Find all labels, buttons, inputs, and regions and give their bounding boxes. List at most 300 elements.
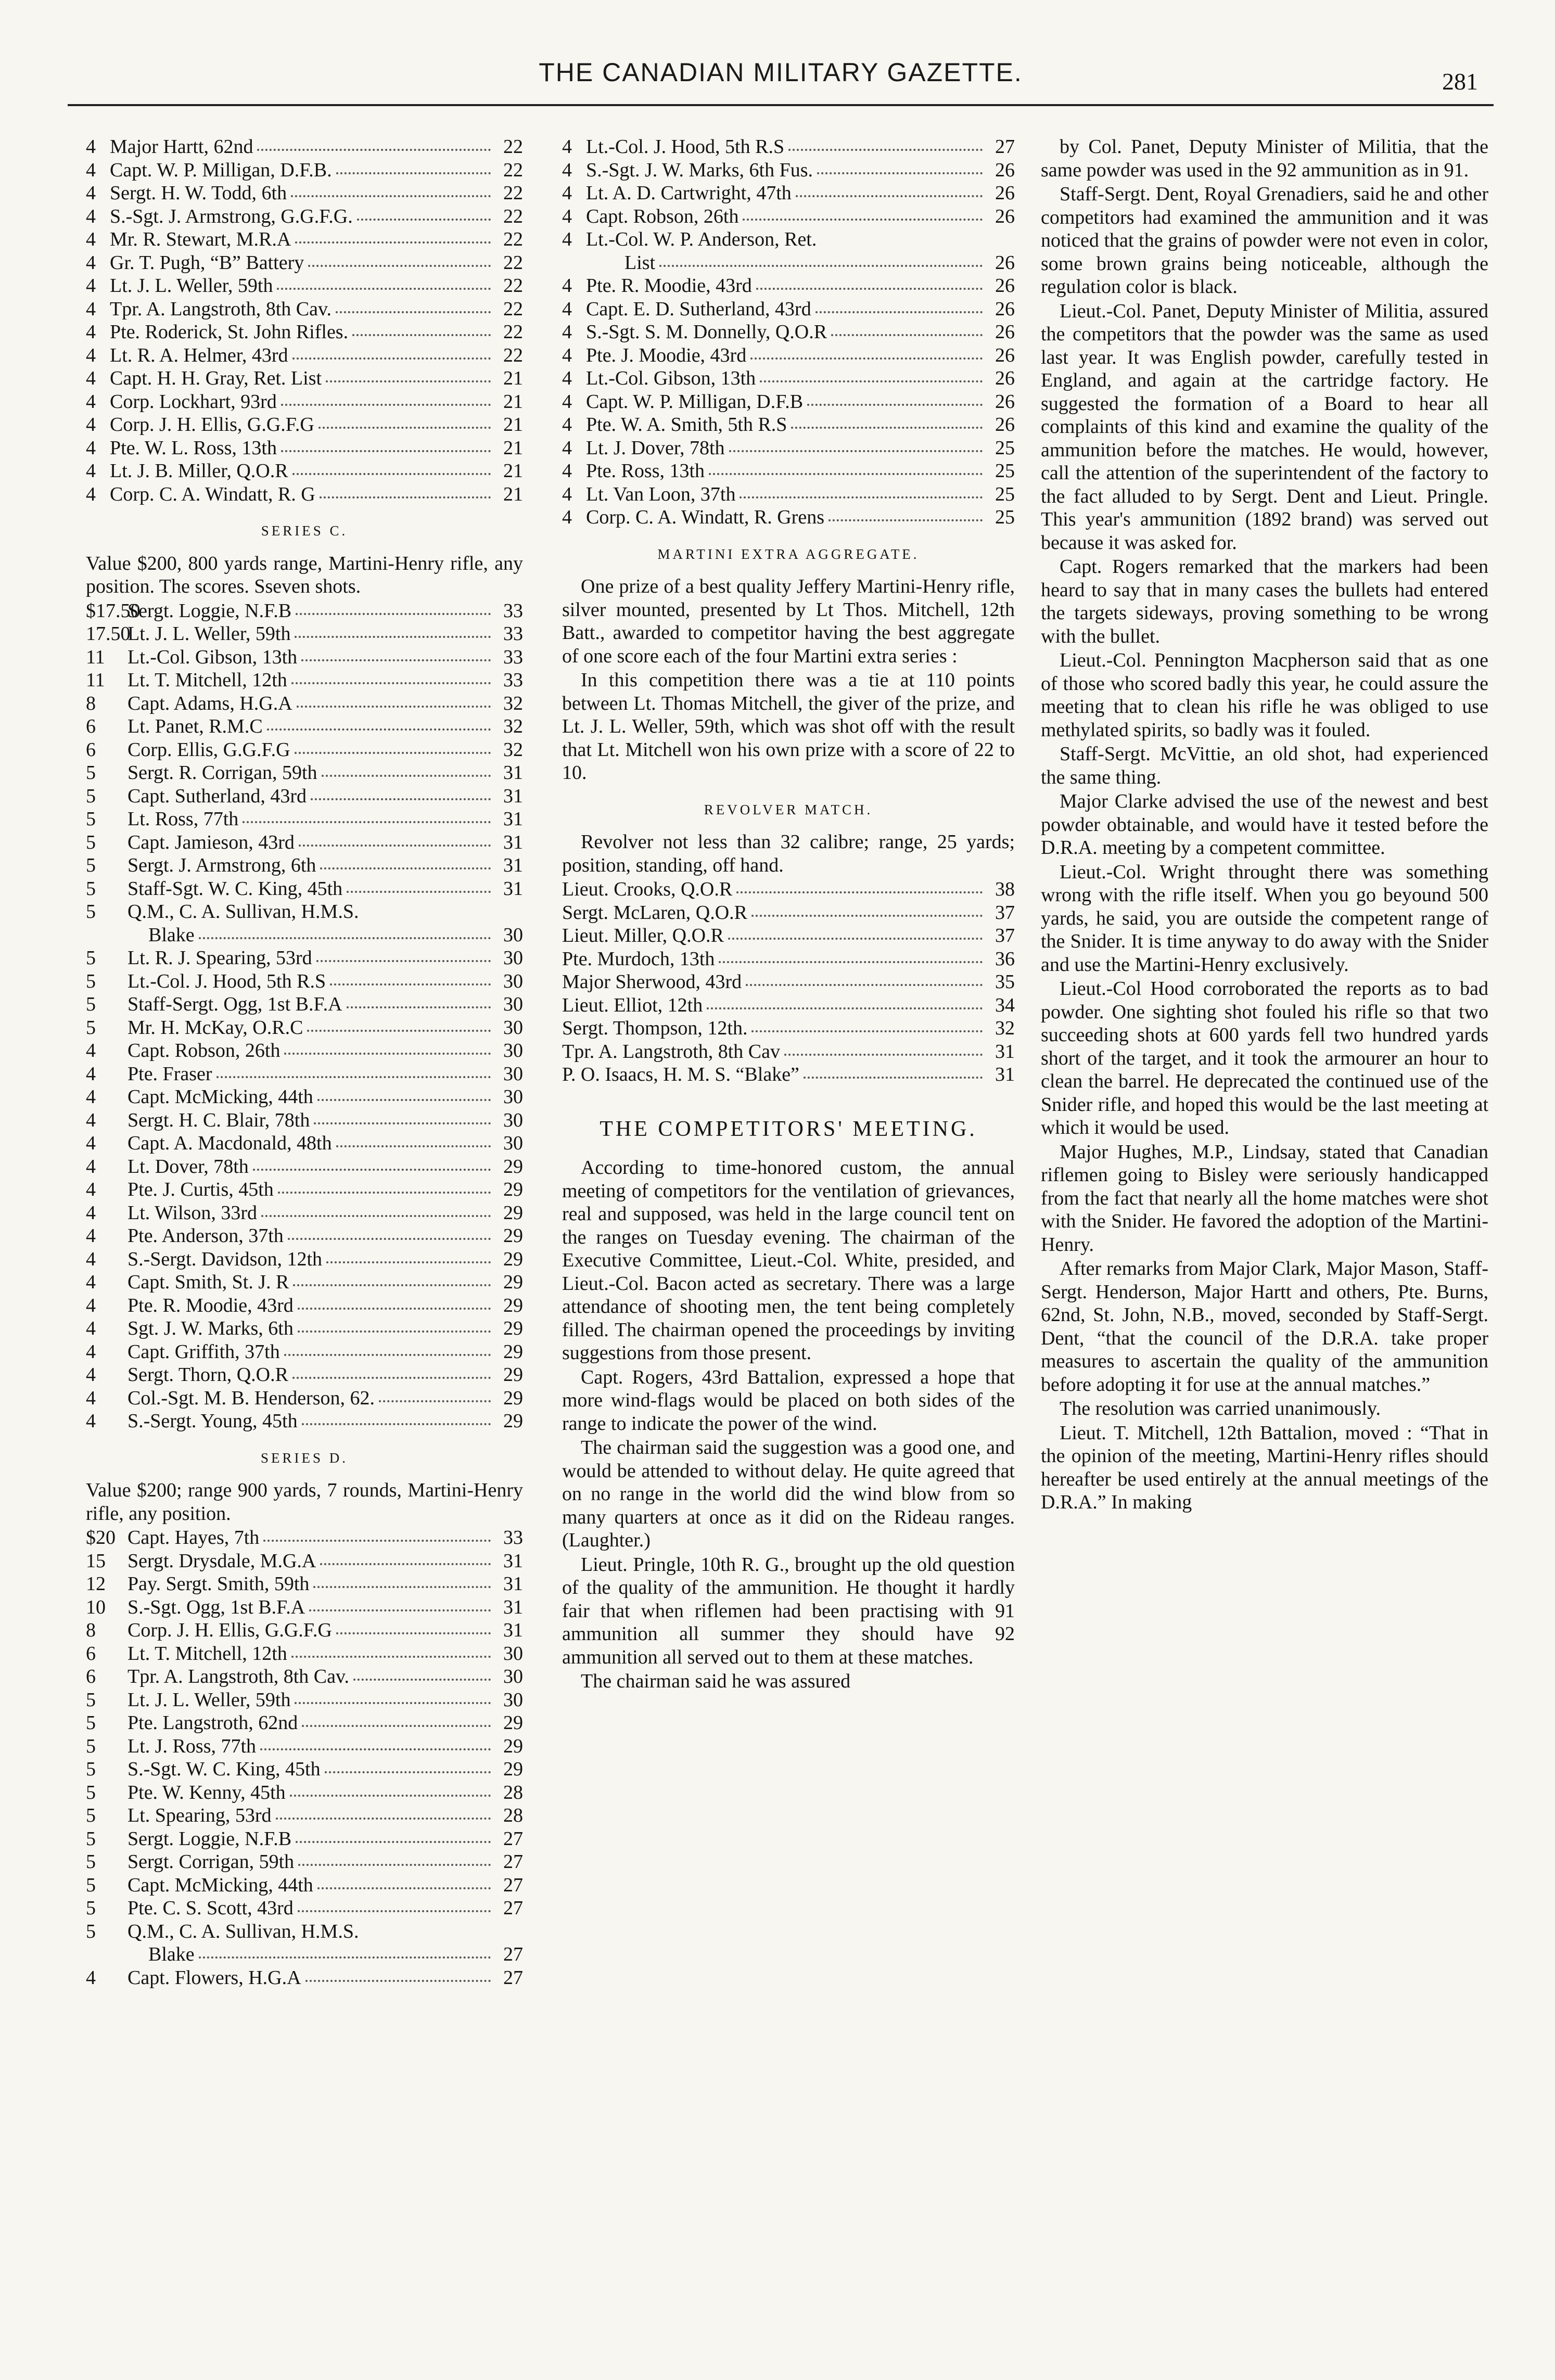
- competitor-name: Lt.-Col. J. Hood, 5th R.S: [128, 970, 326, 992]
- dot-leader: [260, 1748, 491, 1750]
- dot-leader: [295, 752, 491, 754]
- dot-leader: [311, 798, 491, 800]
- competitor-name: Capt. W. P. Milligan, D.F.B.: [110, 159, 332, 181]
- score-value: 32: [503, 738, 523, 761]
- prize-amount: 5: [86, 1920, 96, 1942]
- paragraph: Lieut.-Col. Pennington Macpherson said that as one of those who scored badly this year, he could assure the meeting that to clean his rifle he was obliged to use methylated spirits, so badly was it fouled.: [1041, 649, 1488, 741]
- score-value: 22: [503, 136, 523, 158]
- score-value: 30: [503, 1132, 523, 1154]
- prize-amount: 4: [86, 1966, 96, 1989]
- prize-amount: 4: [562, 390, 572, 413]
- score-row: [86, 1619, 523, 1642]
- competitor-name: Sergt. H. W. Todd, 6th: [110, 182, 287, 204]
- score-value: 29: [503, 1735, 523, 1757]
- competitor-name: Pte. Anderson, 37th: [128, 1225, 284, 1247]
- competitor-name: Capt. Sutherland, 43rd: [128, 785, 307, 807]
- dot-leader: [746, 984, 983, 986]
- prize-amount: 4: [86, 1364, 96, 1386]
- score-value: 29: [503, 1294, 523, 1316]
- score-value: 30: [503, 970, 523, 992]
- competitor-name: Capt. Adams, H.G.A: [128, 692, 292, 714]
- score-value: 21: [503, 414, 523, 436]
- score-value: 30: [503, 1016, 523, 1039]
- score-row: [562, 182, 1015, 205]
- dot-leader: [728, 938, 983, 940]
- score-row: [562, 228, 1015, 251]
- dot-leader: [284, 1053, 491, 1055]
- score-row: [86, 715, 523, 738]
- prize-amount: 5: [86, 1827, 96, 1850]
- competitor-name: Corp. J. H. Ellis, G.G.F.G: [128, 1619, 332, 1641]
- score-value: 30: [503, 924, 523, 946]
- prize-amount: 12: [86, 1573, 106, 1595]
- score-value: 29: [503, 1410, 523, 1432]
- score-value: 37: [995, 901, 1015, 924]
- prize-amount: 4: [86, 437, 96, 459]
- competitor-name: Blake: [148, 1943, 195, 1965]
- competitor-name: Lt. Panet, R.M.C: [128, 715, 263, 737]
- score-value: 21: [503, 390, 523, 413]
- competitor-name: S.-Sergt. Davidson, 12th: [128, 1248, 323, 1270]
- prize-amount: 5: [86, 1874, 96, 1896]
- paragraph: Lieut.-Col Hood corroborated the reports as to bad powder. One sighting shot fouled his rifle so that two succeeding shots at 600 yards fell two hundred yards short of the target, and it took the armourer an hour to clean the barrel. He deprecated the continued use of the Snider rifle, and hoped this would be the last meeting at which it would be used.: [1041, 978, 1488, 1138]
- prize-amount: 5: [86, 1805, 96, 1826]
- prize-amount: 4: [562, 159, 572, 181]
- score-value: 25: [995, 437, 1015, 459]
- score-value: 26: [995, 182, 1015, 204]
- dot-leader: [736, 891, 983, 893]
- score-value: 33: [503, 1527, 523, 1549]
- score-row: [86, 900, 523, 924]
- competitor-name: Lt. T. Mitchell, 12th: [128, 1642, 287, 1665]
- dot-leader: [317, 1887, 491, 1889]
- score-value: 27: [503, 1897, 523, 1919]
- score-row: [86, 1897, 523, 1920]
- prize-amount: 5: [86, 1781, 96, 1803]
- score-value: 31: [503, 762, 523, 784]
- prize-amount: 4: [562, 136, 572, 158]
- score-row: [86, 251, 523, 275]
- competitor-name: Lieut. Miller, Q.O.R: [562, 925, 724, 946]
- score-row: [86, 1271, 523, 1294]
- score-row: [86, 761, 523, 785]
- score-row: [562, 994, 1015, 1017]
- competitor-name: Lt. R. A. Helmer, 43rd: [110, 344, 288, 366]
- competitor-name: Corp. J. H. Ellis, G.G.F.G: [110, 414, 314, 436]
- competitor-name: Tpr. A. Langstroth, 8th Cav.: [110, 298, 332, 320]
- paragraph: In this competition there was a tie at 110 points between Lt. Thomas Mitchell, the giver of the prize, and Lt. J. L. Weller, 59th, which was shot off with the result that Lt. Mitchell won his own prize with a score of 22 to 10.: [562, 669, 1015, 784]
- score-row: [562, 459, 1015, 483]
- paragraph: The chairman said the suggestion was a good one, and would be attended to without delay. He quite agreed that on no range in the world did the wind blow from so many quarters at once as it did on the Rideau ranges. (Laughter.): [562, 1437, 1015, 1551]
- score-row: [562, 483, 1015, 506]
- score-row: [86, 1596, 523, 1619]
- competitor-name: Staff-Sergt. Ogg, 1st B.F.A: [128, 993, 342, 1015]
- dot-leader: [807, 404, 983, 406]
- prize-amount: 4: [86, 182, 96, 204]
- competitor-name: Q.M., C. A. Sullivan, H.M.S.: [128, 901, 359, 923]
- prize-amount: 4: [86, 228, 96, 250]
- score-value: 31: [503, 808, 523, 830]
- competitor-name: Lt.-Col. W. P. Anderson, Ret.: [586, 228, 817, 250]
- dot-leader: [829, 519, 983, 521]
- prize-amount: 4: [86, 344, 96, 366]
- prize-amount: 4: [86, 205, 96, 227]
- prize-amount: 4: [86, 1063, 96, 1085]
- prize-amount: 4: [562, 182, 572, 204]
- paragraph: Capt. Rogers remarked that the markers had been heard to say that in many cases the bullets had entered the targets sideways, proving something to be wrong with the bullet.: [1041, 556, 1488, 647]
- score-value: 30: [503, 993, 523, 1015]
- score-value: 30: [503, 947, 523, 969]
- competitor-name: Lt. T. Mitchell, 12th: [128, 669, 287, 691]
- score-row: [562, 878, 1015, 901]
- score-row: [86, 622, 523, 646]
- score-row: [86, 1711, 523, 1735]
- competitor-name: Lieut. Elliot, 12th: [562, 994, 703, 1016]
- competitor-name: Capt. Robson, 26th: [586, 205, 739, 227]
- dot-leader: [788, 149, 983, 151]
- dot-leader: [299, 844, 491, 847]
- dot-leader: [276, 1818, 491, 1820]
- score-value: 21: [503, 483, 523, 505]
- score-row: [86, 785, 523, 808]
- prize-amount: 4: [562, 460, 572, 482]
- score-row: [86, 1155, 523, 1179]
- score-value: 27: [503, 1874, 523, 1896]
- prize-amount: 17.50: [86, 623, 131, 645]
- dot-leader: [316, 960, 491, 962]
- prize-amount: 11: [86, 669, 105, 691]
- score-row: [86, 1016, 523, 1040]
- competitor-name: Sergt. H. C. Blair, 78th: [128, 1109, 310, 1131]
- dot-leader: [320, 1563, 491, 1565]
- dot-leader: [313, 1586, 491, 1588]
- competitor-name: Blake: [148, 924, 195, 946]
- dot-leader: [305, 1980, 491, 1982]
- dot-leader: [261, 1215, 491, 1217]
- score-value: 28: [503, 1781, 523, 1803]
- prize-amount: 6: [86, 1666, 96, 1687]
- prize-amount: 4: [86, 1040, 96, 1061]
- dot-leader: [330, 983, 491, 986]
- dot-leader: [796, 195, 983, 197]
- dot-leader: [267, 728, 491, 731]
- score-value: 33: [503, 669, 523, 691]
- prize-amount: 5: [86, 877, 96, 900]
- competitor-name: Lt. Wilson, 33rd: [128, 1201, 257, 1224]
- score-row: [86, 1085, 523, 1109]
- score-row: [562, 506, 1015, 529]
- score-value: 29: [503, 1340, 523, 1363]
- score-row: [86, 993, 523, 1016]
- competitor-name: Lt. Spearing, 53rd: [128, 1805, 272, 1826]
- score-value: 22: [503, 321, 523, 343]
- score-row: [562, 901, 1015, 925]
- prize-amount: 6: [86, 1642, 96, 1665]
- score-row: [562, 135, 1015, 159]
- prize-amount: 4: [86, 1201, 96, 1224]
- prize-amount: 11: [86, 646, 105, 668]
- score-row: [86, 1410, 523, 1433]
- score-row: [86, 182, 523, 205]
- score-value: 26: [995, 321, 1015, 343]
- score-row: [86, 459, 523, 483]
- paragraph: After remarks from Major Clark, Major Mason, Staff-Sergt. Henderson, Major Hartt and others, Pte. Burns, 62nd, St. John, N.B., moved, seconded by Staff-Sergt. Dent, “that the council of the D.R.A. take proper measures to ascertain the quality of the ammunition before adopting it for use at the annual matches.”: [1041, 1258, 1488, 1396]
- score-value: 29: [503, 1155, 523, 1178]
- prize-amount: 5: [86, 762, 96, 784]
- score-row: [562, 924, 1015, 948]
- dot-leader: [336, 1632, 491, 1634]
- dot-leader: [784, 1054, 983, 1056]
- competitor-name: P. O. Isaacs, H. M. S. “Blake”: [562, 1064, 799, 1085]
- score-row: [86, 298, 523, 321]
- score-row: [86, 390, 523, 414]
- dot-leader: [347, 891, 491, 893]
- competitor-name: Major Sherwood, 43rd: [562, 971, 742, 993]
- dot-leader: [297, 706, 491, 708]
- score-value: 26: [995, 344, 1015, 366]
- prize-amount: 4: [86, 1086, 96, 1108]
- score-value: 32: [503, 692, 523, 714]
- dot-leader: [295, 241, 491, 244]
- score-row: [562, 321, 1015, 344]
- competitor-name: Capt. Hayes, 7th: [128, 1527, 260, 1549]
- dot-leader: [815, 311, 983, 313]
- score-row: [86, 1874, 523, 1897]
- dot-leader: [326, 1261, 491, 1263]
- competitor-name: Col.-Sgt. M. B. Henderson, 62.: [128, 1387, 375, 1409]
- prize-amount: 4: [86, 1109, 96, 1131]
- prize-amount: 4: [86, 1179, 96, 1200]
- dot-leader: [729, 450, 983, 452]
- competitor-name: List: [624, 251, 656, 274]
- score-value: 27: [503, 1966, 523, 1989]
- prize-amount: 5: [86, 901, 96, 923]
- dot-leader: [298, 1308, 491, 1310]
- competitor-name: Lt. J. Ross, 77th: [128, 1735, 257, 1757]
- series-d-scores: [86, 1526, 523, 1989]
- score-row: [86, 692, 523, 715]
- prize-amount: 5: [86, 1897, 96, 1919]
- paragraph: Major Hughes, M.P., Lindsay, stated that Canadian riflemen going to Bisley were seriously handicapped from the fact that nearly all the home matches were shot with the Snider. He favored the adoption of the Martini-Henry.: [1041, 1141, 1488, 1256]
- prize-amount: 4: [86, 136, 96, 158]
- score-row: [86, 1201, 523, 1225]
- score-row: [86, 646, 523, 669]
- dot-leader: [743, 219, 983, 221]
- score-row: [562, 948, 1015, 971]
- competitor-name: Corp. Ellis, G.G.F.G: [128, 738, 290, 761]
- competitor-name: Lt. J. L. Weller, 59th: [110, 275, 273, 297]
- competitor-name: Corp. C. A. Windatt, R. G: [110, 483, 315, 505]
- score-row: [86, 854, 523, 877]
- competitor-name: Pte. Roderick, St. John Rifles.: [110, 321, 349, 343]
- score-value: 22: [503, 298, 523, 320]
- prize-amount: 4: [86, 321, 96, 343]
- score-row: [86, 1294, 523, 1317]
- dot-leader: [295, 636, 491, 638]
- competitor-name: Sergt. Drysdale, M.G.A: [128, 1550, 316, 1572]
- score-value: 22: [503, 159, 523, 181]
- prize-amount: 4: [86, 251, 96, 274]
- score-row: [86, 970, 523, 993]
- competitor-name: Q.M., C. A. Sullivan, H.M.S.: [128, 1920, 359, 1942]
- dot-leader: [301, 659, 491, 661]
- header-rule: [68, 104, 1494, 106]
- score-value: 31: [503, 785, 523, 807]
- score-row: [86, 1224, 523, 1248]
- dot-leader: [760, 380, 983, 382]
- paragraph: Major Clarke advised the use of the newest and best powder obtainable, and would have it tested before the D.R.A. meeting by a competent committee.: [1041, 790, 1488, 859]
- revolver-match-heading: REVOLVER MATCH.: [704, 801, 873, 817]
- prize-amount: 5: [86, 1758, 96, 1780]
- prize-amount: 4: [86, 483, 96, 505]
- score-row: [86, 413, 523, 437]
- score-value: 30: [503, 1688, 523, 1711]
- competitor-name: Pte. J. Moodie, 43rd: [586, 344, 747, 366]
- competitor-name: Capt. Griffith, 37th: [128, 1340, 280, 1363]
- score-row: [86, 1735, 523, 1758]
- competitor-name: Lt. J. Dover, 78th: [586, 437, 725, 459]
- competitor-name: Lt.-Col. Gibson, 13th: [586, 367, 756, 389]
- score-value: 31: [503, 877, 523, 900]
- score-value: 26: [995, 390, 1015, 413]
- dot-leader: [347, 1006, 491, 1008]
- prize-amount: 5: [86, 785, 96, 807]
- score-row: [86, 1317, 523, 1340]
- series-c-heading: SERIES C.: [261, 523, 348, 539]
- dot-leader: [320, 496, 491, 498]
- dot-leader: [199, 937, 491, 939]
- score-row: [86, 1550, 523, 1573]
- score-value: 29: [503, 1179, 523, 1200]
- score-row: [86, 1109, 523, 1132]
- competitor-name: Pte. R. Moodie, 43rd: [128, 1294, 294, 1316]
- score-row: [86, 1665, 523, 1688]
- competitor-name: Pte. Ross, 13th: [586, 460, 705, 482]
- score-row: [86, 1248, 523, 1271]
- dot-leader: [357, 219, 491, 221]
- score-row: [86, 924, 523, 947]
- competitor-name: Sergt. Loggie, N.F.B: [128, 599, 292, 622]
- dot-leader: [817, 172, 983, 174]
- competitor-name: Pte. Langstroth, 62nd: [128, 1712, 298, 1734]
- prize-amount: 8: [86, 692, 96, 714]
- series-c-scores: [86, 599, 523, 1433]
- score-value: 29: [503, 1364, 523, 1386]
- prize-amount: 4: [562, 414, 572, 436]
- dot-leader: [298, 1910, 491, 1912]
- score-row: [562, 251, 1015, 275]
- score-value: 30: [503, 1063, 523, 1085]
- dot-leader: [307, 1030, 491, 1032]
- dot-leader: [709, 473, 983, 475]
- prize-amount: 4: [86, 1271, 96, 1293]
- competitor-name: S.-Sgt. J. Armstrong, G.G.F.G.: [110, 205, 353, 227]
- paragraph: by Col. Panet, Deputy Minister of Militia, that the same powder was used in the 92 ammunition as in 91.: [1041, 136, 1488, 181]
- competitor-name: Sergt. McLaren, Q.O.R: [562, 901, 748, 924]
- series-c-conditions: Value $200, 800 yards range, Martini-Henry rifle, any position. The scores. Sseven shots.: [86, 552, 523, 597]
- score-row: [562, 367, 1015, 390]
- score-value: 32: [995, 1017, 1015, 1039]
- score-row: [86, 1642, 523, 1666]
- competitor-name: Capt. Flowers, H.G.A: [128, 1966, 301, 1989]
- score-row: [86, 1920, 523, 1943]
- score-row: [562, 298, 1015, 321]
- competitor-name: Pte. Fraser: [128, 1063, 212, 1085]
- dot-leader: [379, 1400, 491, 1402]
- paragraph: Staff-Sergt. Dent, Royal Grenadiers, said he and other competitors had examined the ammunition and it was noticed that the grains of powder were not even in color, some brown grains being noticeable, although the regulation color is black.: [1041, 183, 1488, 298]
- competitor-name: Sergt. R. Corrigan, 59th: [128, 762, 317, 784]
- prize-amount: 4: [86, 1410, 96, 1432]
- competitor-name: Pte. C. S. Scott, 43rd: [128, 1897, 294, 1919]
- competitor-name: Corp. Lockhart, 93rd: [110, 390, 277, 413]
- score-value: 31: [503, 1550, 523, 1572]
- score-value: 33: [503, 646, 523, 668]
- score-value: 31: [503, 1596, 523, 1618]
- paragraph: Lieut.-Col. Wright throught there was something wrong with the rifle itself. When you go beyound 500 yards, he said, you are outside the competent range of the Snider. It is time anyway to do away with the Snider and use the Martini-Henry exclusively.: [1041, 861, 1488, 976]
- score-list-continued: [562, 135, 1015, 529]
- dot-leader: [756, 288, 983, 290]
- competitor-name: Lt. R. J. Spearing, 53rd: [128, 947, 312, 969]
- competitor-name: Capt. McMicking, 44th: [128, 1874, 313, 1896]
- competitor-name: Sergt. Loggie, N.F.B: [128, 1827, 292, 1850]
- score-row: [86, 344, 523, 367]
- prize-amount: 4: [562, 205, 572, 227]
- dot-leader: [253, 1169, 491, 1171]
- score-value: 30: [503, 1109, 523, 1131]
- score-value: 26: [995, 251, 1015, 274]
- competitor-name: Lt. J. B. Miller, Q.O.R: [110, 460, 288, 482]
- score-row: [86, 1804, 523, 1827]
- prize-amount: 4: [86, 298, 96, 320]
- competitor-name: Lt. J. L. Weller, 59th: [128, 623, 291, 645]
- competitor-name: S.-Sgt. Ogg, 1st B.F.A: [128, 1596, 305, 1618]
- dot-leader: [288, 1238, 491, 1240]
- dot-leader: [292, 473, 491, 475]
- page-header: [68, 52, 1494, 99]
- competitor-name: Capt. H. H. Gray, Ret. List: [110, 367, 322, 389]
- score-row: [562, 970, 1015, 994]
- prize-amount: 5: [86, 993, 96, 1015]
- competitor-name: Pte. W. A. Smith, 5th R.S: [586, 414, 787, 436]
- score-value: 30: [503, 1040, 523, 1061]
- score-row: [86, 159, 523, 182]
- dot-leader: [740, 496, 983, 498]
- score-value: 30: [503, 1086, 523, 1108]
- dot-leader: [284, 1354, 491, 1356]
- score-row: [86, 1340, 523, 1364]
- competitor-name: Sergt. J. Armstrong, 6th: [128, 854, 316, 876]
- dot-leader: [291, 682, 491, 684]
- score-row: [562, 1017, 1015, 1040]
- dot-leader: [216, 1076, 491, 1078]
- competitor-name: Capt. A. Macdonald, 48th: [128, 1132, 332, 1154]
- competitor-name: Pte. Murdoch, 13th: [562, 948, 715, 970]
- score-row: [86, 1039, 523, 1063]
- score-row: [86, 274, 523, 298]
- prize-amount: 4: [86, 367, 96, 389]
- prize-amount: 4: [86, 1155, 96, 1178]
- score-value: 32: [503, 715, 523, 737]
- competitor-name: Pay. Sergt. Smith, 59th: [128, 1573, 310, 1595]
- competitor-name: Sgt. J. W. Marks, 6th: [128, 1317, 294, 1339]
- competitor-name: Tpr. A. Langstroth, 8th Cav: [562, 1040, 781, 1063]
- paragraph: The chairman said he was assured: [581, 1670, 851, 1692]
- competitor-name: Corp. C. A. Windatt, R. Grens: [586, 506, 824, 528]
- dot-leader: [719, 961, 983, 963]
- masthead-title: THE CANADIAN MILITARY GAZETTE.: [539, 58, 1023, 87]
- score-value: 29: [503, 1317, 523, 1339]
- dot-leader: [290, 1795, 491, 1797]
